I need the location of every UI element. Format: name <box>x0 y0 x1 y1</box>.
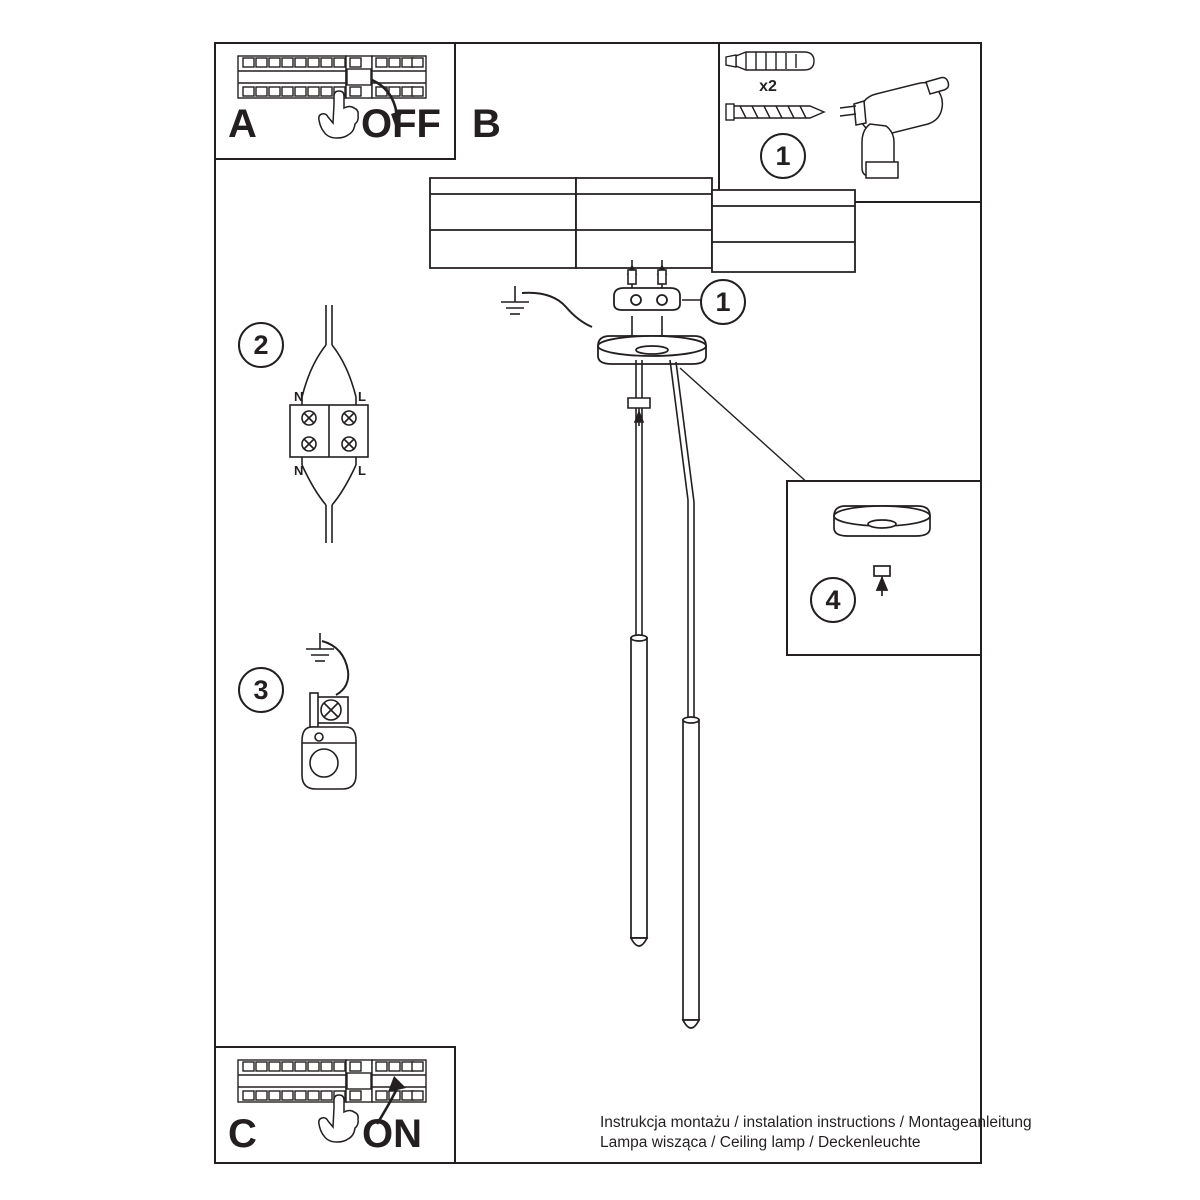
panel-step-4 <box>786 480 982 656</box>
panel-a-label: A <box>228 102 257 146</box>
step4-number-badge: 4 <box>810 577 856 623</box>
panel-c-action-label: ON <box>362 1112 422 1156</box>
terminal-label-l-bottom: L <box>358 463 366 478</box>
footer-product-line: Lampa wisząca / Ceiling lamp / Deckenleuchte <box>600 1134 921 1151</box>
step1-number-badge: 1 <box>760 133 806 179</box>
step1-quantity-text: x2 <box>759 78 777 95</box>
canopy-detail-icon <box>788 482 976 650</box>
step3-number-badge: 3 <box>238 667 284 713</box>
terminal-label-n-top: N <box>294 389 304 404</box>
earth-terminal-icon <box>286 625 406 805</box>
footer-instructions-line: Instrukcja montażu / instalation instructions / Montageanleitung <box>600 1114 1032 1131</box>
callout-bracket-number: 1 <box>700 279 746 325</box>
panel-c <box>214 1046 456 1164</box>
terminal-block-wiring-icon <box>282 305 412 545</box>
panel-a-action-label: OFF <box>361 102 441 146</box>
panel-c-label: C <box>228 1112 257 1156</box>
panel-b-label: B <box>472 102 501 146</box>
terminal-label-n-bottom: N <box>294 463 304 478</box>
terminal-label-l-top: L <box>358 389 366 404</box>
step2-number-badge: 2 <box>238 322 284 368</box>
panel-a <box>214 42 456 160</box>
